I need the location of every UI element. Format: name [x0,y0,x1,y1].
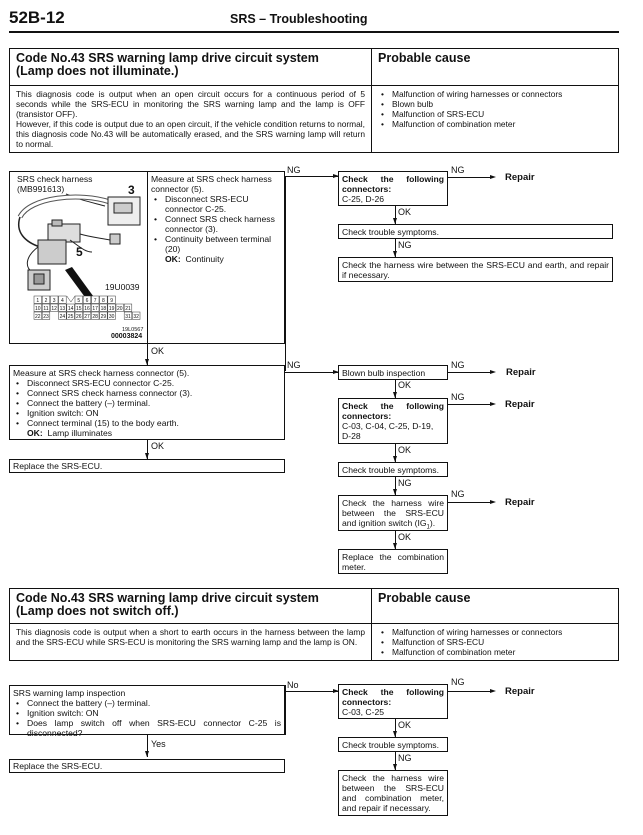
step1-ok-criterion [151,254,283,264]
connector-pin-number: 15 [76,306,82,312]
connector-pin-number: 24 [59,314,66,320]
ok-label: OK [151,441,165,451]
connector-label-5: 5 [76,245,83,259]
ok-label: OK: [27,428,43,438]
repair-label: Repair [505,399,535,410]
figure-caption-line1: SRS check harness [17,174,93,184]
description-paragraph: This diagnosis code is output when an open circuit occurs for a continuous period of 5 seconds while the SRS-ECU in monitoring the SRS warning lamp and the lamp is OFF (transistor OFF). [16,89,365,119]
connector-line [448,691,492,692]
ng-label: NG [451,165,465,175]
connector-line [285,176,286,371]
check-connectors-box [338,171,448,206]
step2-intro: Measure at SRS check harness connector (5). [13,368,190,378]
ng-label: NG [287,360,301,370]
harness-figure [10,172,148,343]
connector-pin-number: 4 [61,298,64,304]
probable-cause-list [372,624,618,660]
harness-ignition-text: Check the harness wire between the SRS-ECU and ignition switch (IG [342,498,444,528]
step1-bullet: • Continuity between terminal (20) [151,234,283,254]
replace-ecu-box: Replace the SRS-ECU. [9,459,285,473]
page-title: SRS – Troubleshooting [230,12,368,26]
connector-line [285,372,338,373]
arrow-right-icon [490,689,496,693]
connector-pin-number: 10 [35,306,41,312]
ok-label: OK [398,720,412,730]
ok-label: OK [151,346,165,356]
repair-label: Repair [506,367,536,378]
harness-meter-box: Check the harness wire between the SRS-ECU and combination meter, and repair if necessary. [338,770,448,816]
step1-instructions [151,174,283,264]
check-symptoms-box: Check trouble symptoms. [338,737,448,752]
connector-line [448,502,492,503]
step2-bullet: • Connect terminal (15) to the body earth. [13,418,281,428]
connector-line [285,176,338,177]
connector-pin-number: 26 [76,314,82,320]
repair-label: Repair [505,497,535,508]
cause-item: • Malfunction of SRS-ECU [378,109,612,119]
step2-box [9,365,285,440]
connector-line [285,691,338,692]
connector-pin-number: 9 [110,298,113,304]
step2-bullet: • Connect SRS check harness connector (3). [13,388,281,398]
step2-bullet: • Ignition switch: ON [13,408,281,418]
check-symptoms-box: Check trouble symptoms. [338,224,613,239]
connector-pin-number: 20 [117,306,123,312]
check-connectors-box [338,684,448,719]
connector-key-notch [67,296,75,302]
ng-label: NG [287,165,301,175]
check-connectors-title: Check the following connectors: [342,687,444,707]
connector-pin-number: 14 [67,306,74,312]
connector-pin-number: 11 [43,306,49,312]
connector-pin-number: 13 [59,306,66,312]
connector-pin-number: 6 [85,298,89,304]
connector-pin-number: 29 [100,314,107,320]
ng-label: NG [451,360,465,370]
cause-item: • Malfunction of combination meter [378,647,612,657]
connector-list: C-03, C-04, C-25, D-19, D-28 [342,421,434,441]
connector-list: C-03, C-25 [342,707,385,717]
probable-cause-list [372,86,618,152]
connector-pin-number: 17 [92,306,98,312]
description-paragraph: However, if this code is output due to an open circuit, if the vehicle condition returns to normal, this diagnosis code No.43 will be automatically erased, and the SRS warning lamp will return to normal. [16,119,365,149]
cause-item: • Blown bulb [378,99,612,109]
check-symptoms-box: Check trouble symptoms. [338,462,448,477]
connector-pin-number: 2 [44,298,48,304]
code-title [10,49,372,85]
check-connectors-title: Check the following connectors: [342,401,444,421]
step1-bullet: • Disconnect SRS-ECU connector C-25. [151,194,283,214]
connector-list: C-25, D-26 [342,194,385,204]
replace-ecu-box: Replace the SRS-ECU. [9,759,285,773]
ok-label: OK [398,380,412,390]
page-number: 52B-12 [9,8,65,27]
connector-pin-number: 1 [36,298,40,304]
probable-cause-heading: Probable cause [378,51,471,65]
ok-text: Continuity [185,254,224,264]
blown-bulb-box: Blown bulb inspection [338,365,448,380]
connector-pin-number: 12 [51,306,57,312]
code-table-lamp-not-illuminate [9,48,619,153]
lamp-inspection-box [9,685,285,738]
inspection-bullet: • Ignition switch: ON [13,708,281,718]
code-title [10,589,372,623]
cause-item: • Malfunction of SRS-ECU [378,637,612,647]
connector-pin-number: 18 [100,306,107,312]
ng-label: NG [398,240,412,250]
connector-pin-number: 5 [77,298,81,304]
arrow-right-icon [490,370,496,374]
ok-label: OK [398,532,412,542]
inspection-bullet: • Connect the battery (–) terminal. [13,698,281,708]
code-table-lamp-not-switch-off [9,588,619,661]
connector-pin-number: 23 [43,314,49,320]
check-connectors-title: Check the following connectors: [342,174,444,194]
repair-label: Repair [505,172,535,183]
cause-item: • Malfunction of wiring harnesses or connectors [378,627,612,637]
connector-line [448,404,492,405]
inspection-bullet: • Does lamp switch off when SRS-ECU connector C-25 is disconnected? [13,718,281,738]
step2-bullet: • Disconnect SRS-ECU connector C-25. [13,378,281,388]
ng-label: NG [451,489,465,499]
connector-pin-number: 19 [108,306,115,312]
connector-pin-number: 22 [35,314,41,320]
step2-bullet: • Connect the battery (–) terminal. [13,398,281,408]
figure-caption-line2: (MB991613) [17,184,65,194]
connector-pin-number: 28 [92,314,98,320]
no-label: No [287,680,299,690]
code-title-line1: Code No.43 SRS warning lamp drive circuit system [16,51,319,65]
cause-item: • Malfunction of combination meter [378,119,612,129]
connector-line [285,685,286,735]
ng-label: NG [398,753,412,763]
connector-pin-number: 25 [67,314,74,320]
figure-code: 19U0039 [105,282,140,292]
code-title-line2: (Lamp does not switch off.) [16,604,179,618]
connector-label-3: 3 [128,183,135,197]
ok-text: Lamp illuminates [47,428,113,438]
connector-pin-number: 30 [108,314,115,320]
step1-box [9,171,285,344]
repair-label: Repair [505,686,535,697]
figure-code: 19L0567 [122,327,144,333]
connector-pin-number: 7 [93,298,97,304]
subscript: 1 [426,524,430,531]
ng-label: NG [398,478,412,488]
cause-item: • Malfunction of wiring harnesses or connectors [378,89,612,99]
ok-label: OK [398,445,412,455]
connector-pin-number: 16 [84,306,90,312]
arrow-down-icon [145,751,149,757]
arrow-right-icon [490,175,496,179]
connector-line [448,177,492,178]
connector-pin-number: 32 [133,314,139,320]
step2-ok-criterion [13,428,281,438]
replace-meter-box: Replace the combination meter. [338,549,448,574]
ng-label: NG [451,677,465,687]
connector-pin-number: 31 [125,314,131,320]
ok-label: OK: [165,254,181,264]
ng-label: NG [451,392,465,402]
harness-ignition-text-end: ). [429,518,436,528]
connector-pin-number: 21 [125,306,131,312]
check-connectors-box [338,398,448,444]
code-title-line2: (Lamp does not illuminate.) [16,64,179,78]
code-title-line1: Code No.43 SRS warning lamp drive circuit system [16,591,319,605]
probable-cause-heading: Probable cause [378,591,471,605]
inspection-intro: SRS warning lamp inspection [13,688,126,698]
code-description: This diagnosis code is output when a short to earth occurs in the harness between the lamp and the SRS-ECU while SRS-ECU is monitoring the SRS warning lamp and the lamp is ON. [10,624,372,660]
yes-label: Yes [151,739,166,749]
header-rule [9,31,619,33]
connector-pin-number: 27 [84,314,90,320]
harness-ignition-box [338,495,448,531]
arrow-right-icon [490,402,496,406]
arrow-right-icon [490,500,496,504]
step1-intro: Measure at SRS check harness connector (5). [151,174,272,194]
harness-earth-box: Check the harness wire between the SRS-ECU and earth, and repair if necessary. [338,257,613,282]
connector-line [448,372,492,373]
connector-pin-number: 8 [102,298,105,304]
step1-bullet: • Connect SRS check harness connector (3). [151,214,283,234]
ok-label: OK [398,207,412,217]
code-description [10,86,372,152]
figure-code: 00003824 [111,333,143,340]
connector-pin-number: 3 [52,298,56,304]
